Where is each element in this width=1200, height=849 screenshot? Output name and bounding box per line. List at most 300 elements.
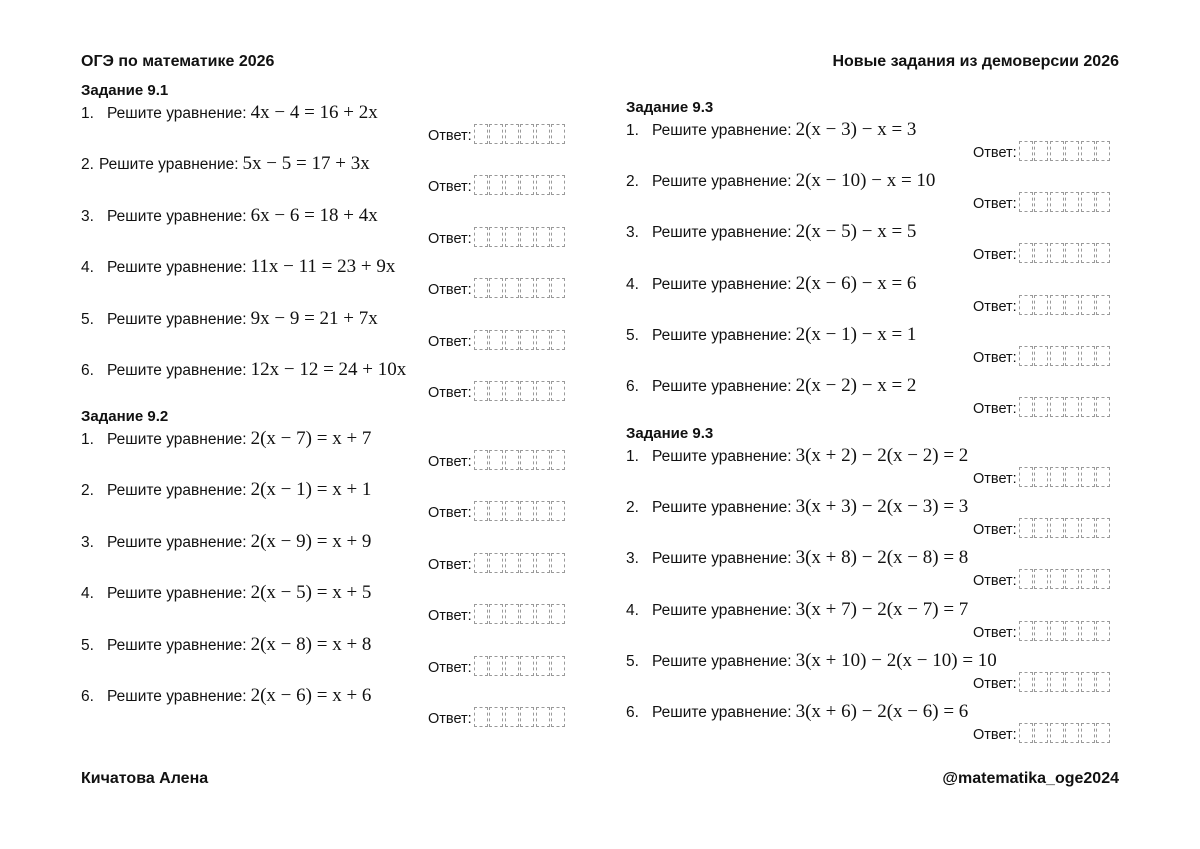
task-equation: 3(x + 8) − 2(x − 8) = 8	[795, 547, 969, 569]
answer-cell[interactable]	[520, 604, 534, 624]
answer-field[interactable]	[973, 295, 1112, 315]
task-number: 6.	[626, 378, 639, 395]
answer-cell[interactable]	[489, 450, 503, 470]
task-item	[81, 205, 378, 227]
answer-field[interactable]	[428, 175, 567, 195]
answer-cell[interactable]	[505, 330, 519, 350]
task-prompt: Решите уравнение:	[652, 652, 792, 670]
task-item	[81, 685, 371, 707]
answer-cell[interactable]	[474, 124, 488, 144]
task-prompt: Решите уравнение:	[107, 362, 247, 379]
task-prompt: Решите уравнение:	[107, 636, 247, 654]
answer-label: Ответ:	[428, 282, 472, 299]
task-item	[626, 445, 968, 467]
answer-field[interactable]	[428, 227, 567, 247]
answer-boxes[interactable]	[1019, 295, 1112, 315]
answer-cell[interactable]	[474, 278, 488, 298]
task-number: 2.	[81, 156, 94, 174]
answer-boxes[interactable]	[1019, 723, 1112, 743]
header-title-left: ОГЭ по математике 2026	[81, 53, 275, 70]
answer-cell[interactable]	[536, 381, 550, 401]
answer-cell[interactable]	[551, 707, 565, 727]
task-equation: 2(x − 6) = x + 6	[250, 685, 372, 706]
answer-cell[interactable]	[1065, 397, 1079, 417]
answer-cell[interactable]	[489, 124, 503, 144]
task-item	[626, 375, 916, 397]
task-equation: 3(x + 6) − 2(x − 6) = 6	[795, 701, 969, 722]
task-item	[81, 308, 378, 330]
task-equation: 12x − 12 = 24 + 10x	[250, 359, 407, 380]
answer-label: Ответ:	[973, 522, 1017, 539]
answer-cell[interactable]	[1081, 723, 1095, 743]
answer-cell[interactable]	[520, 175, 534, 195]
task-equation: 2(x − 1) − x = 1	[795, 323, 917, 345]
answer-cell[interactable]	[1065, 295, 1079, 315]
answer-cell[interactable]	[474, 227, 488, 247]
answer-label: Ответ:	[428, 711, 472, 727]
answer-cell[interactable]	[1081, 192, 1095, 212]
answer-cell[interactable]	[1096, 723, 1110, 743]
answer-label: Ответ:	[973, 247, 1017, 264]
task-prompt: Решите уравнение:	[107, 259, 247, 277]
task-equation: 5x − 5 = 17 + 3x	[242, 153, 370, 175]
answer-cell[interactable]	[505, 381, 519, 401]
answer-cell[interactable]	[489, 330, 503, 350]
task-equation: 4x − 4 = 16 + 2x	[250, 102, 378, 123]
answer-label: Ответ:	[973, 145, 1017, 161]
answer-cell[interactable]	[551, 501, 565, 521]
task-prompt: Решите уравнение:	[652, 704, 792, 721]
answer-cell[interactable]	[489, 227, 503, 247]
answer-cell[interactable]	[489, 175, 503, 195]
answer-cell[interactable]	[505, 604, 519, 624]
answer-cell[interactable]	[474, 553, 488, 573]
task-item	[626, 547, 968, 569]
answer-cell[interactable]	[1081, 243, 1095, 263]
task-item	[81, 634, 371, 656]
answer-cell[interactable]	[1081, 672, 1095, 692]
answer-field[interactable]	[973, 346, 1112, 366]
section-title: Задание 9.3	[626, 425, 714, 442]
answer-cell[interactable]	[1019, 467, 1033, 487]
task-equation: 2(x − 9) = x + 9	[250, 530, 372, 552]
task-prompt: Решите уравнение:	[652, 448, 792, 465]
answer-cell[interactable]	[1081, 141, 1095, 161]
answer-cell[interactable]	[1081, 397, 1095, 417]
answer-cell[interactable]	[1034, 467, 1048, 487]
task-number: 3.	[81, 207, 94, 225]
answer-field[interactable]	[428, 553, 567, 573]
answer-cell[interactable]	[551, 656, 565, 676]
answer-cell[interactable]	[1050, 723, 1064, 743]
task-number: 2.	[626, 499, 639, 517]
answer-field[interactable]	[973, 723, 1112, 743]
task-prompt: Решите уравнение:	[107, 207, 247, 225]
answer-cell[interactable]	[1081, 346, 1095, 366]
task-equation: 2(x − 8) = x + 8	[250, 633, 372, 655]
answer-boxes[interactable]	[474, 707, 567, 727]
answer-boxes[interactable]	[474, 450, 567, 470]
answer-cell[interactable]	[1034, 723, 1048, 743]
answer-cell[interactable]	[1050, 672, 1064, 692]
answer-cell[interactable]	[1019, 672, 1033, 692]
answer-boxes[interactable]	[474, 227, 567, 247]
answer-cell[interactable]	[536, 656, 550, 676]
answer-cell[interactable]	[536, 553, 550, 573]
task-equation: 2(x − 5) = x + 5	[250, 582, 372, 604]
answer-cell[interactable]	[474, 450, 488, 470]
answer-cell[interactable]	[1034, 141, 1048, 161]
answer-cell[interactable]	[1034, 569, 1048, 589]
answer-boxes[interactable]	[1019, 141, 1112, 161]
answer-cell[interactable]	[1019, 397, 1033, 417]
answer-cell[interactable]	[520, 330, 534, 350]
answer-cell[interactable]	[1081, 621, 1095, 641]
answer-cell[interactable]	[489, 278, 503, 298]
task-equation: 2(x − 6) − x = 6	[795, 272, 917, 294]
task-item	[626, 324, 916, 346]
answer-cell[interactable]	[1034, 243, 1048, 263]
answer-cell[interactable]	[505, 450, 519, 470]
task-item	[626, 599, 968, 621]
answer-field[interactable]	[973, 192, 1112, 212]
task-prompt: Решите уравнение:	[107, 482, 247, 500]
answer-boxes[interactable]	[1019, 192, 1112, 212]
answer-label: Ответ:	[973, 624, 1017, 641]
answer-label: Ответ:	[973, 727, 1017, 743]
answer-cell[interactable]	[505, 553, 519, 573]
answer-cell[interactable]	[1050, 346, 1064, 366]
task-prompt: Решите уравнение:	[652, 378, 792, 395]
answer-cell[interactable]	[1096, 243, 1110, 263]
answer-field[interactable]	[973, 243, 1112, 263]
task-number: 6.	[81, 688, 94, 705]
answer-field[interactable]	[428, 330, 567, 350]
answer-field[interactable]	[973, 467, 1112, 487]
answer-cell[interactable]	[474, 381, 488, 401]
answer-cell[interactable]	[520, 124, 534, 144]
task-item	[626, 650, 997, 672]
answer-cell[interactable]	[551, 604, 565, 624]
section-title: Задание 9.2	[81, 408, 169, 425]
task-number: 1.	[81, 431, 94, 448]
answer-boxes[interactable]	[1019, 621, 1112, 641]
answer-label: Ответ:	[428, 454, 472, 470]
answer-cell[interactable]	[1065, 672, 1079, 692]
answer-cell[interactable]	[1096, 141, 1110, 161]
answer-label: Ответ:	[428, 505, 472, 522]
answer-label: Ответ:	[973, 349, 1017, 366]
answer-cell[interactable]	[1034, 346, 1048, 366]
task-number: 3.	[626, 550, 639, 568]
answer-label: Ответ:	[428, 385, 472, 401]
task-item	[81, 531, 371, 553]
answer-cell[interactable]	[474, 604, 488, 624]
answer-field[interactable]	[973, 672, 1112, 692]
answer-cell[interactable]	[474, 656, 488, 676]
answer-cell[interactable]	[1096, 569, 1110, 589]
answer-cell[interactable]	[1081, 295, 1095, 315]
answer-cell[interactable]	[1050, 243, 1064, 263]
answer-cell[interactable]	[520, 707, 534, 727]
task-equation: 3(x + 3) − 2(x − 3) = 3	[795, 496, 969, 518]
answer-cell[interactable]	[489, 501, 503, 521]
answer-cell[interactable]	[1096, 192, 1110, 212]
task-number: 1.	[626, 122, 639, 139]
answer-field[interactable]	[973, 621, 1112, 641]
answer-field[interactable]	[428, 450, 567, 470]
task-equation: 3(x + 7) − 2(x − 7) = 7	[795, 598, 969, 620]
task-item	[626, 273, 916, 295]
answer-label: Ответ:	[973, 471, 1017, 487]
answer-cell[interactable]	[1019, 621, 1033, 641]
answer-cell[interactable]	[536, 124, 550, 144]
answer-field[interactable]	[428, 604, 567, 624]
task-prompt: Решите уравнение:	[107, 585, 247, 603]
answer-cell[interactable]	[551, 175, 565, 195]
answer-cell[interactable]	[1050, 621, 1064, 641]
answer-cell[interactable]	[536, 501, 550, 521]
answer-label: Ответ:	[973, 196, 1017, 213]
task-equation: 3(x + 2) − 2(x − 2) = 2	[795, 445, 969, 466]
answer-boxes[interactable]	[1019, 243, 1112, 263]
answer-cell[interactable]	[1065, 569, 1079, 589]
answer-field[interactable]	[973, 141, 1112, 161]
answer-label: Ответ:	[973, 401, 1017, 417]
answer-label: Ответ:	[428, 128, 472, 144]
answer-boxes[interactable]	[474, 501, 567, 521]
task-number: 2.	[626, 173, 639, 191]
task-number: 1.	[81, 105, 94, 122]
task-number: 5.	[626, 326, 639, 344]
task-equation: 2(x − 5) − x = 5	[795, 221, 917, 243]
answer-cell[interactable]	[536, 450, 550, 470]
answer-cell[interactable]	[474, 175, 488, 195]
answer-cell[interactable]	[1034, 192, 1048, 212]
answer-boxes[interactable]	[1019, 467, 1112, 487]
answer-cell[interactable]	[1096, 346, 1110, 366]
author-name: Кичатова Алена	[81, 770, 209, 787]
answer-cell[interactable]	[474, 330, 488, 350]
answer-cell[interactable]	[520, 656, 534, 676]
task-item	[626, 221, 916, 243]
answer-cell[interactable]	[1081, 518, 1095, 538]
answer-cell[interactable]	[1050, 141, 1064, 161]
answer-cell[interactable]	[505, 227, 519, 247]
task-equation: 6x − 6 = 18 + 4x	[250, 204, 378, 226]
task-prompt: Решите уравнение:	[107, 431, 247, 448]
answer-cell[interactable]	[1019, 192, 1033, 212]
task-number: 4.	[81, 259, 94, 277]
task-number: 4.	[81, 585, 94, 603]
task-number: 4.	[626, 601, 639, 619]
answer-cell[interactable]	[1050, 295, 1064, 315]
answer-cell[interactable]	[1065, 243, 1079, 263]
task-equation: 2(x − 3) − x = 3	[795, 119, 917, 140]
section-title: Задание 9.3	[626, 99, 714, 116]
answer-cell[interactable]	[1081, 467, 1095, 487]
answer-cell[interactable]	[1096, 295, 1110, 315]
task-equation: 2(x − 1) = x + 1	[250, 479, 372, 501]
answer-cell[interactable]	[520, 501, 534, 521]
answer-label: Ответ:	[428, 179, 472, 196]
answer-boxes[interactable]	[474, 381, 567, 401]
answer-cell[interactable]	[520, 553, 534, 573]
answer-cell[interactable]	[1065, 518, 1079, 538]
answer-cell[interactable]	[1019, 346, 1033, 366]
task-item	[626, 119, 916, 141]
answer-label: Ответ:	[428, 230, 472, 247]
answer-field[interactable]	[428, 124, 567, 144]
answer-cell[interactable]	[1096, 621, 1110, 641]
answer-cell[interactable]	[1034, 672, 1048, 692]
answer-cell[interactable]	[1065, 467, 1079, 487]
answer-cell[interactable]	[551, 450, 565, 470]
answer-cell[interactable]	[474, 501, 488, 521]
answer-label: Ответ:	[428, 556, 472, 573]
answer-cell[interactable]	[1019, 243, 1033, 263]
answer-cell[interactable]	[1096, 397, 1110, 417]
answer-cell[interactable]	[505, 175, 519, 195]
task-number: 1.	[626, 448, 639, 465]
task-number: 5.	[626, 652, 639, 670]
answer-field[interactable]	[428, 501, 567, 521]
answer-cell[interactable]	[536, 707, 550, 727]
answer-label: Ответ:	[428, 333, 472, 350]
task-equation: 2(x − 2) − x = 2	[795, 375, 917, 396]
answer-cell[interactable]	[474, 707, 488, 727]
answer-cell[interactable]	[551, 278, 565, 298]
task-number: 6.	[626, 704, 639, 721]
task-item	[81, 359, 406, 381]
answer-label: Ответ:	[973, 573, 1017, 590]
task-item	[81, 256, 395, 278]
answer-boxes[interactable]	[1019, 397, 1112, 417]
task-prompt: Решите уравнение:	[107, 310, 247, 328]
answer-cell[interactable]	[520, 450, 534, 470]
answer-cell[interactable]	[489, 604, 503, 624]
task-prompt: Решите уравнение:	[652, 550, 792, 568]
answer-cell[interactable]	[551, 330, 565, 350]
answer-cell[interactable]	[1081, 569, 1095, 589]
answer-cell[interactable]	[536, 175, 550, 195]
answer-cell[interactable]	[1019, 295, 1033, 315]
answer-field[interactable]	[973, 397, 1112, 417]
answer-cell[interactable]	[1019, 141, 1033, 161]
answer-cell[interactable]	[520, 278, 534, 298]
task-equation: 11x − 11 = 23 + 9x	[250, 256, 396, 278]
answer-cell[interactable]	[536, 330, 550, 350]
task-prompt: Решите уравнение:	[107, 533, 247, 551]
task-equation: 2(x − 7) = x + 7	[250, 428, 372, 449]
answer-boxes[interactable]	[474, 124, 567, 144]
answer-field[interactable]	[973, 518, 1112, 538]
answer-cell[interactable]	[1050, 467, 1064, 487]
answer-cell[interactable]	[1034, 397, 1048, 417]
answer-field[interactable]	[973, 569, 1112, 589]
answer-cell[interactable]	[489, 656, 503, 676]
answer-cell[interactable]	[1019, 518, 1033, 538]
task-item	[81, 582, 371, 604]
answer-cell[interactable]	[1096, 672, 1110, 692]
answer-cell[interactable]	[551, 227, 565, 247]
task-item	[81, 479, 371, 501]
answer-cell[interactable]	[1050, 569, 1064, 589]
answer-label: Ответ:	[973, 675, 1017, 692]
task-prompt: Решите уравнение:	[652, 224, 792, 242]
answer-cell[interactable]	[505, 278, 519, 298]
answer-cell[interactable]	[1019, 723, 1033, 743]
answer-boxes[interactable]	[474, 656, 567, 676]
answer-cell[interactable]	[520, 227, 534, 247]
answer-boxes[interactable]	[474, 278, 567, 298]
answer-cell[interactable]	[1050, 518, 1064, 538]
answer-boxes[interactable]	[474, 553, 567, 573]
answer-cell[interactable]	[1065, 192, 1079, 212]
answer-cell[interactable]	[505, 501, 519, 521]
answer-cell[interactable]	[489, 381, 503, 401]
answer-boxes[interactable]	[474, 330, 567, 350]
task-equation: 9x − 9 = 21 + 7x	[250, 307, 378, 329]
answer-boxes[interactable]	[474, 175, 567, 195]
answer-cell[interactable]	[489, 707, 503, 727]
answer-cell[interactable]	[536, 278, 550, 298]
answer-boxes[interactable]	[1019, 346, 1112, 366]
answer-cell[interactable]	[1034, 295, 1048, 315]
task-number: 3.	[626, 224, 639, 242]
answer-cell[interactable]	[1065, 723, 1079, 743]
answer-label: Ответ:	[428, 608, 472, 625]
answer-field[interactable]	[428, 381, 567, 401]
answer-cell[interactable]	[505, 707, 519, 727]
task-number: 2.	[81, 482, 94, 500]
answer-cell[interactable]	[1019, 569, 1033, 589]
task-number: 3.	[81, 533, 94, 551]
answer-cell[interactable]	[505, 656, 519, 676]
task-number: 6.	[81, 362, 94, 379]
answer-cell[interactable]	[1065, 141, 1079, 161]
answer-boxes[interactable]	[474, 604, 567, 624]
answer-cell[interactable]	[1034, 518, 1048, 538]
answer-cell[interactable]	[1096, 467, 1110, 487]
answer-field[interactable]	[428, 656, 567, 676]
answer-cell[interactable]	[551, 381, 565, 401]
answer-field[interactable]	[428, 707, 567, 727]
answer-field[interactable]	[428, 278, 567, 298]
task-equation: 3(x + 10) − 2(x − 10) = 10	[795, 649, 997, 671]
section-title: Задание 9.1	[81, 82, 169, 99]
answer-cell[interactable]	[536, 604, 550, 624]
answer-cell[interactable]	[1034, 621, 1048, 641]
task-prompt: Решите уравнение:	[652, 326, 792, 344]
answer-boxes[interactable]	[1019, 518, 1112, 538]
answer-boxes[interactable]	[1019, 672, 1112, 692]
answer-cell[interactable]	[1065, 346, 1079, 366]
answer-cell[interactable]	[1096, 518, 1110, 538]
answer-cell[interactable]	[520, 381, 534, 401]
answer-cell[interactable]	[536, 227, 550, 247]
answer-cell[interactable]	[551, 553, 565, 573]
task-item	[81, 428, 371, 450]
answer-cell[interactable]	[489, 553, 503, 573]
answer-cell[interactable]	[505, 124, 519, 144]
answer-cell[interactable]	[551, 124, 565, 144]
answer-cell[interactable]	[1065, 621, 1079, 641]
author-handle: @matematika_oge2024	[942, 770, 1119, 787]
answer-cell[interactable]	[1050, 192, 1064, 212]
answer-cell[interactable]	[1050, 397, 1064, 417]
answer-boxes[interactable]	[1019, 569, 1112, 589]
